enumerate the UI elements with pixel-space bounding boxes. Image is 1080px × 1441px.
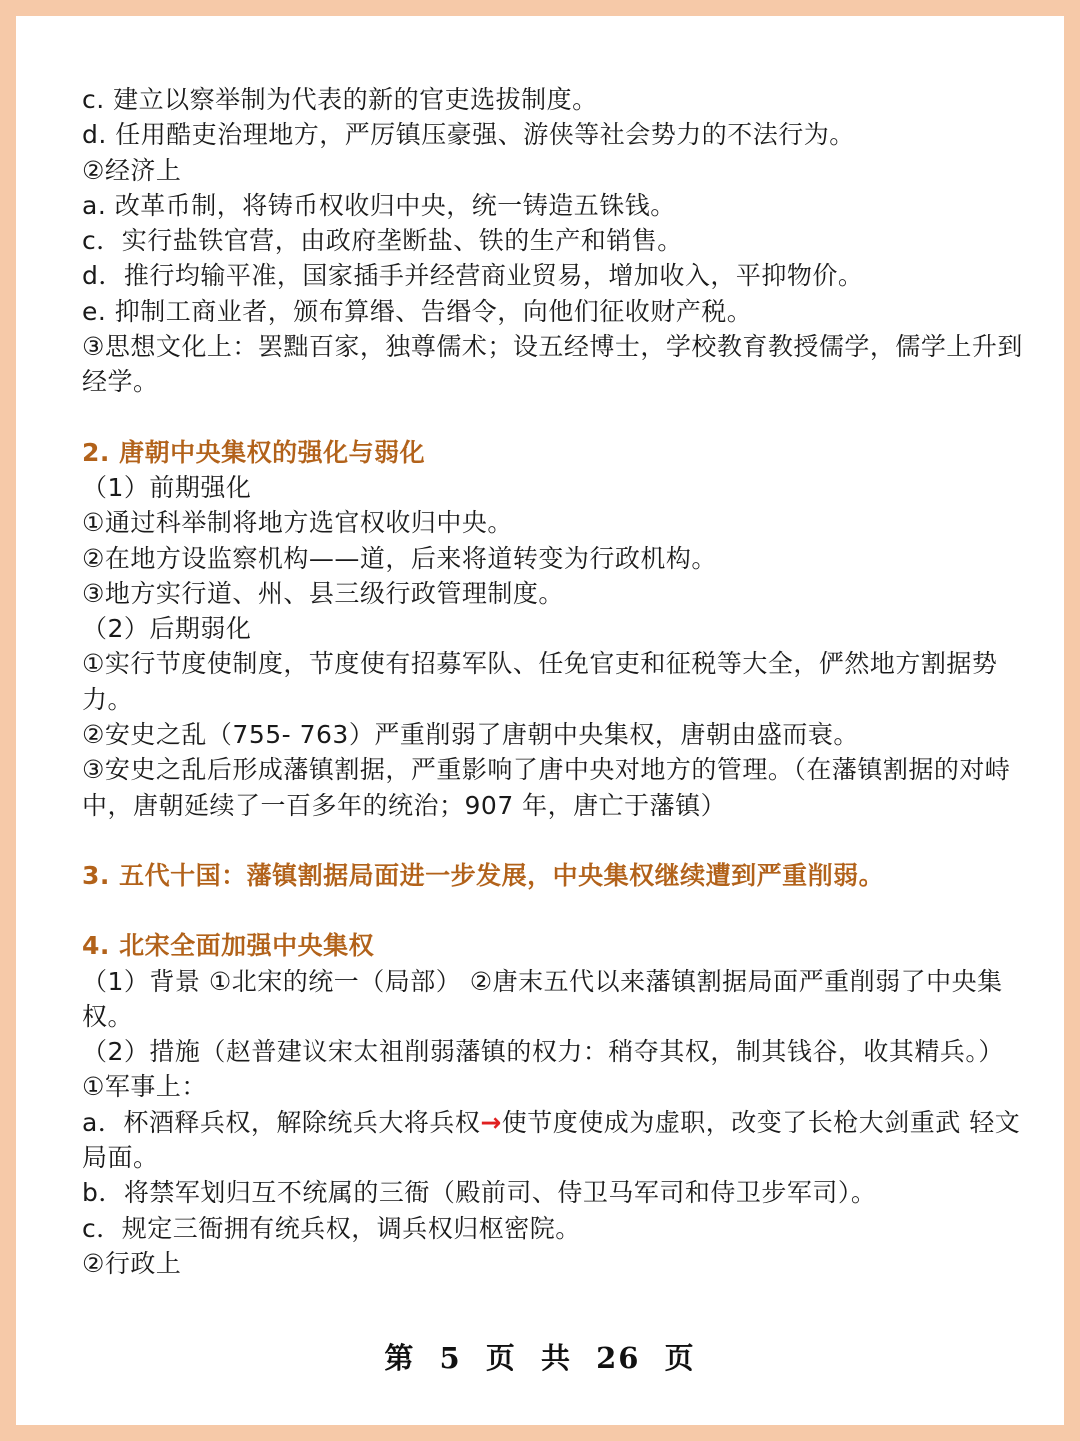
current-page-number: 5 xyxy=(439,1341,462,1375)
text-line: ②安史之乱（755- 763）严重削弱了唐朝中央集权，唐朝由盛而衰。 xyxy=(82,720,859,750)
text-line: ②在地方设监察机构——道，后来将道转变为行政机构。 xyxy=(82,543,717,573)
text-fragment: 使节度使成为虚职，改变了长枪大剑重武 轻文局面。 xyxy=(82,1107,1021,1173)
text-line: ③安史之乱后形成藩镇割据，严重影响了唐中央对地方的管理。（在藩镇割据的对峙中，唐朝延续了一百多年的统治；907 年，唐亡于藩镇） xyxy=(82,755,1011,820)
section-heading-tang: 2. 唐朝中央集权的强化与弱化 xyxy=(82,437,426,467)
text-line: ①实行节度使制度，节度使有招募军队、任免官吏和征税等大全，俨然地方割据势力。 xyxy=(82,649,998,714)
text-line: （1）前期强化 xyxy=(82,472,252,502)
text-line: （1）背景 ①北宋的统一（局部） ②唐末五代以来藩镇割据局面严重削弱了中央集权。 xyxy=(82,966,1003,1031)
text-line-with-arrow xyxy=(82,1105,1042,1176)
text-line: ③思想文化上：罢黜百家，独尊儒术；设五经博士，学校教育教授儒学，儒学上升到经学。 xyxy=(82,332,1023,397)
document-body xyxy=(82,82,1042,1281)
text-line: b．将禁军划归互不统属的三衙（殿前司、侍卫马军司和侍卫步军司）。 xyxy=(82,1178,877,1208)
text-line: c．实行盐铁官营，由政府垄断盐、铁的生产和销售。 xyxy=(82,226,683,256)
section-heading-northern-song: 4. 北宋全面加强中央集权 xyxy=(82,931,375,961)
text-fragment: a．杯酒释兵权，解除统兵大将兵权 xyxy=(82,1107,481,1137)
footer-ye: 页 xyxy=(485,1341,517,1375)
footer-di: 第 xyxy=(384,1341,416,1375)
page-frame xyxy=(16,16,1064,1425)
blank-line xyxy=(82,400,1042,435)
text-line: ①军事上： xyxy=(82,1072,207,1102)
text-line: c．规定三衙拥有统兵权，调兵权归枢密院。 xyxy=(82,1213,581,1243)
total-pages-number: 26 xyxy=(596,1341,641,1375)
text-line: ②经济上 xyxy=(82,155,182,185)
blank-line xyxy=(82,893,1042,928)
text-line: d．推行均输平准，国家插手并经营商业贸易，增加收入，平抑物价。 xyxy=(82,261,864,291)
page-number-footer xyxy=(0,1336,1080,1377)
right-arrow-icon: → xyxy=(480,1107,502,1137)
text-line: ②行政上 xyxy=(82,1248,182,1278)
footer-ye: 页 xyxy=(664,1341,696,1375)
text-line: e. 抑制工商业者，颁布算缗、告缗令，向他们征收财产税。 xyxy=(82,296,753,326)
blank-line xyxy=(82,823,1042,858)
text-line: c. 建立以察举制为代表的新的官吏选拔制度。 xyxy=(82,85,598,114)
footer-gong: 共 xyxy=(540,1341,572,1375)
text-line: （2）措施（赵普建议宋太祖削弱藩镇的权力：稍夺其权，制其钱谷，收其精兵。） xyxy=(82,1037,1004,1067)
text-line: （2）后期弱化 xyxy=(82,614,252,644)
text-line: a. 改革币制，将铸币权收归中央，统一铸造五铢钱。 xyxy=(82,190,676,220)
text-line: ①通过科举制将地方选官权收归中央。 xyxy=(82,508,513,538)
section-heading-five-dynasties: 3. 五代十国：藩镇割据局面进一步发展，中央集权继续遭到严重削弱。 xyxy=(82,860,885,890)
text-line: ③地方实行道、州、县三级行政管理制度。 xyxy=(82,578,564,608)
text-line: d. 任用酷吏治理地方，严厉镇压豪强、游侠等社会势力的不法行为。 xyxy=(82,120,855,150)
